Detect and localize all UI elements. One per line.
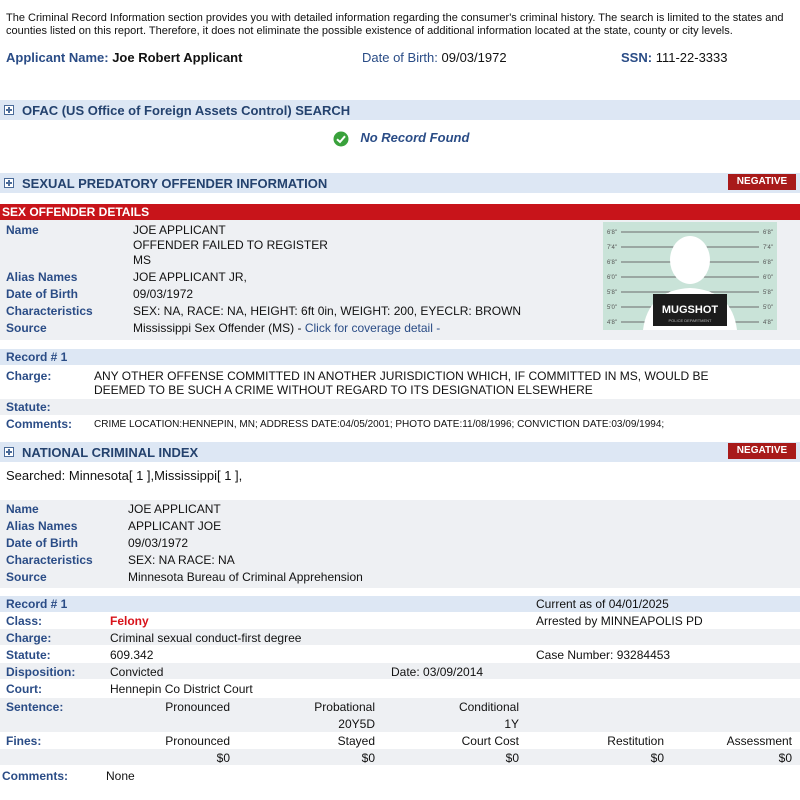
nci-status-badge: NEGATIVE [728, 443, 796, 459]
mugshot-label: MUGSHOT [661, 304, 719, 316]
sentence-value-probational: 20Y5D [338, 717, 375, 731]
sentence-header-probational: Probational [314, 700, 375, 714]
nci-source-label: Source [6, 570, 47, 584]
applicant-name-value: Joe Robert Applicant [112, 50, 243, 65]
height-mark: 6'8" [763, 230, 773, 236]
nci-charge-label: Charge: [6, 631, 52, 645]
so-statute-band [0, 399, 800, 415]
applicant-name-label: Applicant Name: [6, 50, 109, 65]
nci-fines-label: Fines: [6, 734, 42, 748]
fines-header-restitution: Restitution [607, 734, 664, 748]
nci-char-label: Characteristics [6, 553, 93, 567]
so-comments-value: CRIME LOCATION:HENNEPIN, MN; ADDRESS DATE:04/05/2001; PHOTO DATE:11/08/1996; CONVICTION DATE:03/09/1994; [94, 419, 665, 430]
sex-offender-title: SEXUAL PREDATORY OFFENDER INFORMATION [22, 176, 328, 191]
nci-char-value: SEX: NA RACE: NA [128, 553, 235, 567]
nci-fines-band [0, 749, 800, 765]
so-name-line-3: MS [133, 253, 151, 267]
height-mark: 5'8" [763, 290, 773, 296]
nci-name-label: Name [6, 502, 39, 516]
nci-section-header[interactable] [0, 442, 800, 462]
nci-dob-label: Date of Birth [6, 536, 78, 550]
applicant-dob [362, 50, 507, 65]
check-circle-icon [333, 131, 349, 147]
intro-line-2: counties listed on this report. Therefore, it does not eliminate the possible existence of additional information located at the state, county or city levels. [6, 25, 733, 37]
nci-statute-value: 609.342 [110, 648, 154, 662]
applicant-ssn-value: 111-22-3333 [655, 50, 728, 65]
so-name-line-1: JOE APPLICANT [133, 223, 226, 237]
so-source-value [133, 321, 440, 335]
height-mark: 6'8" [763, 260, 773, 266]
so-charge-line-2: DEEMED TO BE SUCH A CRIME WITHOUT REGARD TO ITS DESIGNATION ELSEWHERE [94, 383, 593, 397]
coverage-detail-link[interactable]: Click for coverage detail - [304, 321, 441, 335]
sentence-header-conditional: Conditional [458, 700, 519, 714]
nci-disposition-label: Disposition: [6, 665, 76, 679]
mugshot-sublabel: POLICE DEPARTMENT [668, 318, 712, 323]
applicant-name [6, 50, 242, 65]
ofac-title: OFAC (US Office of Foreign Assets Control) SEARCH [22, 103, 351, 118]
sentence-header-pronounced: Pronounced [165, 700, 230, 714]
nci-disposition-date: Date: 03/09/2014 [391, 665, 484, 679]
expand-icon[interactable] [4, 447, 14, 457]
height-mark: 4'8" [763, 320, 773, 326]
so-source-text: Mississippi Sex Offender (MS) - [133, 321, 305, 335]
so-source-label: Source [6, 321, 47, 335]
nci-details-band [0, 500, 800, 588]
nci-current-as-of: Current as of 04/01/2025 [536, 597, 669, 611]
sentence-value-conditional: 1Y [504, 717, 519, 731]
ofac-result-text: No Record Found [360, 130, 470, 145]
so-statute-label: Statute: [6, 400, 51, 414]
height-mark: 6'8" [607, 230, 617, 236]
fines-header-pronounced: Pronounced [165, 734, 230, 748]
nci-sentence-label: Sentence: [6, 700, 64, 714]
nci-alias-label: Alias Names [6, 519, 78, 533]
so-record-label: Record # 1 [6, 350, 68, 364]
so-charge-line-1: ANY OTHER OFFENSE COMMITTED IN ANOTHER JURISDICTION WHICH, IF COMMITTED IN MS, WOULD BE [94, 369, 709, 383]
nci-court-value: Hennepin Co District Court [110, 682, 253, 696]
fines-value-court-cost: $0 [505, 751, 519, 765]
ofac-result [333, 130, 469, 147]
nci-case-number: Case Number: 93284453 [536, 648, 671, 662]
so-name-label: Name [6, 223, 39, 237]
nci-disposition-value: Convicted [110, 665, 164, 679]
so-name-line-2: OFFENDER FAILED TO REGISTER [133, 238, 328, 252]
height-mark: 7'4" [607, 245, 617, 251]
sex-offender-details-header: SEX OFFENDER DETAILS [0, 204, 800, 220]
nci-arrested-by: Arrested by MINNEAPOLIS PD [536, 614, 703, 628]
nci-alias-value: APPLICANT JOE [128, 519, 222, 533]
nci-charge-value: Criminal sexual conduct-first degree [110, 631, 302, 645]
height-mark: 5'8" [607, 290, 617, 296]
nci-comments-value: None [106, 769, 135, 783]
height-mark: 6'8" [607, 260, 617, 266]
height-mark: 5'0" [607, 305, 617, 311]
fines-value-assessment: $0 [778, 751, 792, 765]
fines-value-stayed: $0 [361, 751, 375, 765]
nci-record-label: Record # 1 [6, 597, 68, 611]
nci-title: NATIONAL CRIMINAL INDEX [22, 445, 199, 460]
nci-court-label: Court: [6, 682, 42, 696]
applicant-ssn-label: SSN: [621, 50, 653, 65]
sex-offender-status-badge: NEGATIVE [728, 174, 796, 190]
height-mark: 4'8" [607, 320, 617, 326]
so-dob-label: Date of Birth [6, 287, 78, 301]
nci-sentence-band [0, 698, 800, 732]
fines-header-assessment: Assessment [726, 734, 792, 748]
nci-record-band [0, 596, 800, 612]
so-charge-label: Charge: [6, 369, 52, 383]
nci-statute-label: Statute: [6, 648, 51, 662]
fines-value-pronounced: $0 [216, 751, 230, 765]
expand-icon[interactable] [4, 178, 14, 188]
fines-header-stayed: Stayed [337, 734, 375, 748]
so-comments-label: Comments: [6, 417, 73, 431]
nci-searched: Searched: Minnesota[ 1 ],Mississippi[ 1 ], [6, 468, 243, 483]
intro-line-1: The Criminal Record Information section provides you with detailed information regarding the consumer's criminal history. The search is limited to the states and [6, 12, 784, 24]
fines-value-restitution: $0 [650, 751, 664, 765]
so-dob-value: 09/03/1972 [133, 287, 194, 301]
fines-header-court-cost: Court Cost [461, 734, 519, 748]
expand-icon[interactable] [4, 105, 14, 115]
so-alias-label: Alias Names [6, 270, 78, 284]
so-char-label: Characteristics [6, 304, 93, 318]
ofac-section-header[interactable] [0, 100, 800, 120]
height-mark: 7'4" [763, 245, 773, 251]
nci-comments-label: Comments: [2, 769, 69, 783]
so-char-value: SEX: NA, RACE: NA, HEIGHT: 6ft 0in, WEIGHT: 200, EYECLR: BROWN [133, 304, 522, 318]
height-mark: 5'0" [763, 305, 773, 311]
so-alias-value: JOE APPLICANT JR, [133, 270, 247, 284]
nci-class-label: Class: [6, 614, 43, 628]
height-mark: 6'0" [763, 275, 773, 281]
mugshot-image [603, 222, 777, 330]
applicant-ssn [621, 50, 728, 65]
nci-name-value: JOE APPLICANT [128, 502, 221, 516]
so-record-band [0, 349, 800, 365]
applicant-dob-value: 09/03/1972 [441, 50, 507, 65]
height-mark: 6'0" [607, 275, 617, 281]
applicant-dob-label: Date of Birth: [362, 50, 438, 65]
sex-offender-section-header[interactable] [0, 173, 800, 193]
nci-class-value: Felony [110, 614, 149, 628]
nci-source-value: Minnesota Bureau of Criminal Apprehension [128, 570, 363, 584]
nci-dob-value: 09/03/1972 [128, 536, 189, 550]
